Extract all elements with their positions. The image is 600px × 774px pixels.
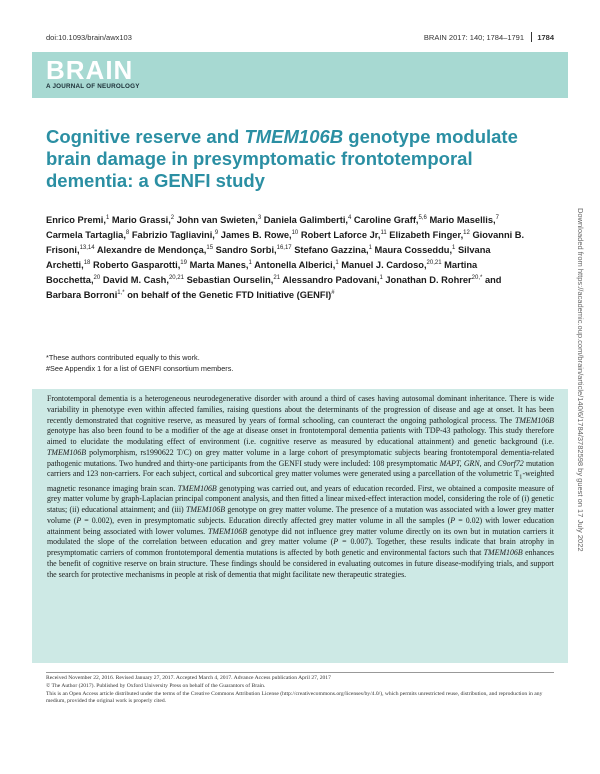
affiliation-marker: 1 — [379, 274, 383, 281]
abstract-segment: polymorphism, rs1990622 T/C) on grey matter volume in a large cohort of presymptomatic subjects bearing frontotemporal dementia-related pathogenic mutations. Two hundred and thirty-one participants from the GENFI study were included: 108 presymptomatic — [47, 447, 554, 468]
author-name-text: Stefano Gazzina, — [294, 244, 369, 255]
author-name[interactable] — [385, 275, 482, 285]
p-value-symbol: P — [333, 537, 339, 547]
author-name-text: Elizabeth Finger, — [389, 229, 464, 240]
abstract-segment: genotype did not influence grey matter volume directly on its own but in mutation carriers it modulated the slope of the correlation between education and grey matter volume ( — [47, 526, 554, 547]
title-part-1: Cognitive reserve and — [46, 126, 245, 147]
author-name-text: Carmela Tartaglia, — [46, 229, 126, 240]
abstract-segment: = 0.002), even in presymptomatic subjects. Education directly affected grey matter volume in all the samples ( — [81, 515, 451, 525]
author-name-text: Caroline Graff, — [353, 215, 419, 226]
author-name[interactable] — [103, 275, 184, 285]
affiliation-marker: 7 — [495, 215, 499, 221]
author-name[interactable] — [254, 260, 339, 270]
abstract-segment: Frontotemporal dementia is a heterogeneous neurodegenerative disorder with around a third of cases having autosomal dominant inheritance. There is wide variability in phenotype even within affected families, raising questions about the determinants of the progression of disease and age at onset. It has been recently demonstrated that cognitive reserve, as measured by years of formal schooling, can counteract the ongoing pathological process. The — [47, 394, 554, 425]
author-name[interactable] — [341, 260, 441, 270]
affiliation-marker: 16,17 — [276, 244, 292, 251]
journal-subtitle: A JOURNAL OF NEUROLOGY — [46, 83, 140, 90]
author-name-text: Daniela Galimberti, — [263, 215, 348, 226]
author-name[interactable] — [375, 245, 456, 255]
gene-name: TMEM106B — [483, 548, 523, 558]
title-gene: TMEM106B — [244, 126, 344, 147]
affiliation-marker: 4 — [347, 215, 352, 221]
page-number: 1784 — [537, 33, 554, 42]
p-value-symbol: P — [76, 515, 82, 525]
author-name[interactable] — [221, 230, 298, 240]
affiliation-marker: 1,* — [117, 289, 125, 296]
affiliation-marker: 12 — [463, 229, 470, 236]
abstract-segment: = 0.007). Together, these results indicate that brain atrophy in presymptomatic carriers of common frontotemporal dementia mutations is affected by both genetic and environmental factors such that — [47, 537, 554, 558]
abstract-segment: enhances the benefit of cognitive reserve on brain structure. These findings should be considered in evaluating outcomes in future disease-modifying trials, and support the search for protective mechanisms in people at risk of dementia that might facilitate new therapeutic strategies. — [47, 548, 554, 579]
publication-footer — [46, 675, 554, 706]
affiliation-marker: 8 — [125, 229, 130, 236]
author-name-text: Robert Laforce Jr, — [300, 229, 381, 240]
affiliation-marker: 1 — [248, 259, 252, 266]
affiliation-marker: 1 — [368, 244, 372, 251]
author-name[interactable] — [264, 215, 352, 225]
author-notes — [46, 352, 233, 374]
author-name-text: John van Swieten, — [176, 215, 258, 226]
author-name[interactable] — [132, 230, 218, 240]
author-name-text: on behalf of the Genetic FTD Initiative (GENFI) — [127, 289, 332, 300]
abstract-segment: = 0.02) with lower education attainment being associated with lower volumes. — [47, 515, 555, 536]
author-name-text: Giovanni B. Frisoni, — [46, 229, 525, 255]
author-name[interactable] — [177, 215, 261, 225]
author-name-text: Silvana Archetti, — [46, 244, 491, 270]
author-name[interactable] — [301, 230, 387, 240]
affiliation-marker: 15 — [206, 244, 214, 251]
author-list — [46, 212, 526, 301]
subscript: 1 — [519, 473, 523, 481]
affiliation-marker: 1 — [105, 215, 110, 221]
received-dates: Received November 22, 2016. Revised January 27, 2017. Accepted March 4, 2017. Advance Access publication April 27, 2017 — [46, 675, 331, 681]
gene-name: TMEM106B — [47, 447, 87, 457]
author-name-text: James B. Rowe, — [220, 229, 292, 240]
author-name-text: Antonella Alberici, — [254, 259, 336, 270]
affiliation-marker: 11 — [380, 229, 387, 236]
equal-contribution-note: *These authors contributed equally to this work. — [46, 353, 200, 362]
affiliation-marker: 18 — [83, 259, 91, 266]
author-name[interactable] — [97, 245, 213, 255]
author-name[interactable] — [46, 230, 129, 240]
author-name-text: Maura Cosseddu, — [374, 244, 453, 255]
journal-logo: BRAIN — [46, 55, 134, 85]
abstract-segment: mutation carriers and 123 non-carriers. For each subject, cortical and subcortical grey matter volumes were generated using a parcellation of the volumetric T — [47, 458, 555, 479]
article-title — [46, 126, 526, 192]
author-name-text: Manuel J. Cardoso, — [341, 259, 427, 270]
footer-divider — [46, 672, 554, 673]
abstract-segment: and — [481, 458, 498, 468]
affiliation-marker: 21 — [273, 274, 281, 281]
author-name-text: Enrico Premi, — [46, 215, 106, 226]
gene-name: TMEM106B — [186, 505, 226, 515]
affiliation-marker: 19 — [180, 259, 187, 266]
affiliation-marker: 20 — [93, 274, 101, 281]
author-name-text: Fabrizio Tagliavini, — [131, 229, 215, 240]
gene-name: C9orf72 — [497, 458, 524, 468]
abstract-segment: -weighted magnetic resonance imaging brain scan. — [47, 469, 554, 493]
doi-link[interactable]: doi:10.1093/brain/awx103 — [46, 33, 132, 42]
affiliation-marker: 3 — [257, 215, 262, 221]
gene-name: TMEM106B — [177, 483, 217, 493]
affiliation-marker: 5,6 — [418, 215, 427, 221]
author-name[interactable] — [216, 245, 292, 255]
author-name-text: Alexandre de Mendonça, — [96, 244, 207, 255]
header-separator — [531, 32, 532, 42]
author-name-text: and Barbara Borroni — [46, 274, 502, 300]
author-name-text: Marta Manes, — [189, 259, 249, 270]
author-name[interactable] — [294, 245, 372, 255]
author-name-text: Sebastian Ourselin, — [186, 274, 274, 285]
affiliation-marker: 20,21 — [168, 274, 184, 281]
author-name[interactable] — [282, 275, 382, 285]
author-name[interactable] — [46, 215, 109, 225]
abstract-segment: genotype has also been found to be a modifier of the age at disease onset in frontotemporal dementia patients with TDP-43 pathology. This study therefore aimed to elucidate the modulating effect of environment (i.e. cognitive reserve as measured by educational attainment) and genetic background (i.e. — [47, 426, 554, 446]
affiliation-marker: 2 — [170, 215, 175, 221]
author-name[interactable] — [112, 215, 174, 225]
abstract-segment: genotype on grey matter volume. The presence of a mutation was associated with a lower grey matter volume ( — [47, 505, 554, 525]
gene-name: MAPT, GRN, — [439, 458, 482, 468]
author-name-text: Mario Grassi, — [111, 215, 171, 226]
author-name-text: Roberto Gasparotti, — [93, 259, 181, 270]
affiliation-marker: # — [331, 289, 335, 296]
author-name-text: Mario Masellis, — [429, 215, 496, 226]
affiliation-marker: 20,* — [471, 274, 483, 281]
author-name-text: Martina Bocchetta, — [46, 259, 478, 285]
affiliation-marker: 10 — [291, 229, 299, 236]
author-name[interactable] — [190, 260, 252, 270]
author-name[interactable] — [354, 215, 427, 225]
author-name[interactable] — [93, 260, 187, 270]
affiliation-marker: 13,14 — [79, 244, 95, 251]
abstract-text — [32, 389, 568, 580]
affiliation-marker: 20,21 — [426, 259, 442, 266]
license-text: This is an Open Access article distributed under the terms of the Creative Commons Attribution License (http://creativecommons.org/licenses/by/4.0/), which permits unrestricted reuse, distribution, and reproduction in any medium, provided the original work is properly cited. — [46, 690, 543, 705]
p-value-symbol: P — [450, 515, 456, 525]
title-part-2: genotype modulate brain damage in presymptomatic frontotemporal dementia: a GENFI study — [46, 126, 518, 191]
abstract-segment: genotyping was carried out, and years of education recorded. First, we obtained a composite measure of grey matter volume by graph-Laplacian principal component analysis, and then fitted a linear mixed-effect interaction model, considering the role of (i) genetic status; (ii) educational attainment; and (iii) — [47, 483, 554, 515]
gene-name: TMEM106B — [207, 526, 247, 536]
author-name[interactable] — [429, 215, 498, 225]
author-name[interactable] — [187, 275, 281, 285]
author-name-text: Sandro Sorbi, — [215, 244, 277, 255]
affiliation-marker: 9 — [214, 229, 219, 236]
consortium-note: #See Appendix 1 for a list of GENFI consortium members. — [46, 364, 234, 373]
author-name[interactable] — [389, 230, 470, 240]
journal-citation: BRAIN 2017: 140; 1784–1791 — [423, 33, 524, 42]
affiliation-marker: 1 — [452, 244, 456, 251]
author-name-text: Alessandro Padovani, — [282, 274, 380, 285]
affiliation-marker: 1 — [335, 259, 339, 266]
copyright-line: © The Author (2017). Published by Oxford University Press on behalf of the Guarantors of Brain. — [46, 682, 266, 689]
author-name-text: David M. Cash, — [102, 274, 169, 285]
download-watermark: Downloaded from https://academic.oup.com/brain/article/140/6/1784/3782598 by guest on 17 July 2022 — [576, 208, 585, 552]
author-name-text: Jonathan D. Rohrer — [385, 274, 472, 285]
abstract-box — [32, 389, 568, 663]
author-name[interactable] — [127, 290, 334, 300]
gene-name: TMEM106B — [514, 415, 554, 425]
